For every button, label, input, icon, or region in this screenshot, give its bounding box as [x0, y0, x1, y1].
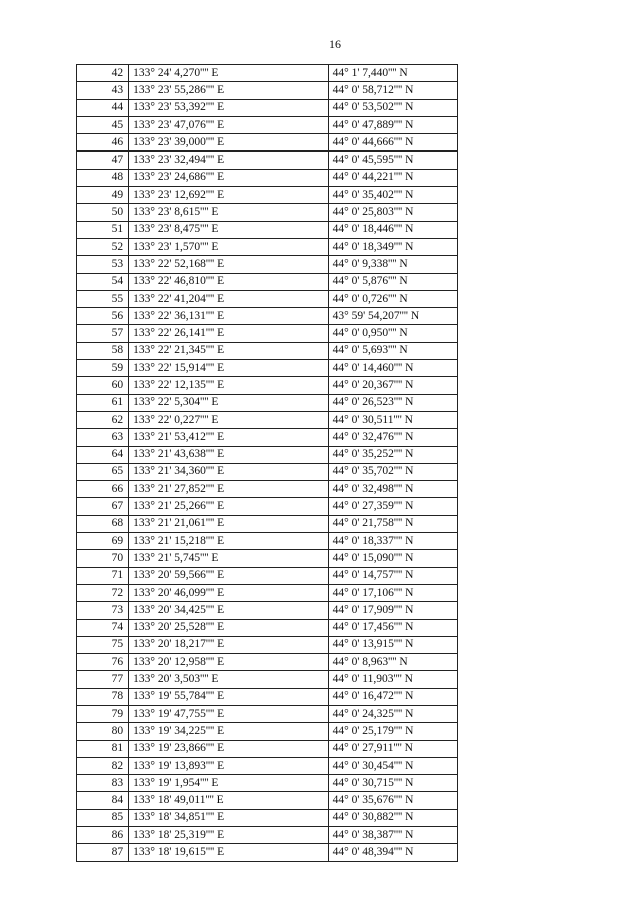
table-row — [77, 654, 458, 671]
table-row — [77, 705, 458, 722]
point-number-cell: 58 — [77, 342, 129, 359]
latitude-cell: 44° 0' 20,367'''' N — [328, 377, 457, 394]
table-row — [77, 169, 458, 186]
latitude-cell: 44° 0' 38,387'''' N — [328, 827, 457, 844]
latitude-cell: 44° 0' 53,502'''' N — [328, 99, 457, 116]
longitude-cell: 133° 20' 46,099'''' E — [129, 584, 329, 601]
point-number-cell: 47 — [77, 151, 129, 169]
table-row — [77, 429, 458, 446]
longitude-cell: 133° 22' 26,141'''' E — [129, 325, 329, 342]
latitude-cell: 44° 0' 0,950'''' N — [328, 325, 457, 342]
point-number-cell: 71 — [77, 567, 129, 584]
longitude-cell: 133° 18' 25,319'''' E — [129, 827, 329, 844]
latitude-cell: 44° 0' 9,338'''' N — [328, 256, 457, 273]
point-number-cell: 42 — [77, 65, 129, 82]
longitude-cell: 133° 19' 34,225'''' E — [129, 723, 329, 740]
latitude-cell: 44° 0' 30,511'''' N — [328, 411, 457, 428]
longitude-cell: 133° 23' 39,000'''' E — [129, 134, 329, 152]
table-row — [77, 463, 458, 480]
point-number-cell: 55 — [77, 290, 129, 307]
latitude-cell: 44° 0' 32,498'''' N — [328, 481, 457, 498]
latitude-cell: 44° 0' 17,456'''' N — [328, 619, 457, 636]
table-row — [77, 792, 458, 809]
point-number-cell: 62 — [77, 411, 129, 428]
latitude-cell: 44° 0' 0,726'''' N — [328, 290, 457, 307]
latitude-cell: 44° 0' 35,252'''' N — [328, 446, 457, 463]
point-number-cell: 61 — [77, 394, 129, 411]
longitude-cell: 133° 23' 12,692'''' E — [129, 187, 329, 204]
latitude-cell: 44° 0' 14,757'''' N — [328, 567, 457, 584]
latitude-cell: 44° 0' 44,221'''' N — [328, 169, 457, 186]
point-number-cell: 72 — [77, 584, 129, 601]
point-number-cell: 60 — [77, 377, 129, 394]
point-number-cell: 57 — [77, 325, 129, 342]
table-row — [77, 775, 458, 792]
point-number-cell: 87 — [77, 844, 129, 861]
longitude-cell: 133° 22' 12,135'''' E — [129, 377, 329, 394]
point-number-cell: 45 — [77, 116, 129, 133]
latitude-cell: 44° 0' 35,676'''' N — [328, 792, 457, 809]
longitude-cell: 133° 21' 25,266'''' E — [129, 498, 329, 515]
table-row — [77, 498, 458, 515]
table-row — [77, 134, 458, 152]
longitude-cell: 133° 23' 24,686'''' E — [129, 169, 329, 186]
longitude-cell: 133° 21' 5,745'''' E — [129, 550, 329, 567]
latitude-cell: 44° 0' 5,876'''' N — [328, 273, 457, 290]
longitude-cell: 133° 21' 34,360'''' E — [129, 463, 329, 480]
point-number-cell: 79 — [77, 705, 129, 722]
table-row — [77, 290, 458, 307]
point-number-cell: 65 — [77, 463, 129, 480]
longitude-cell: 133° 23' 1,570'''' E — [129, 238, 329, 255]
longitude-cell: 133° 23' 47,076'''' E — [129, 116, 329, 133]
point-number-cell: 76 — [77, 654, 129, 671]
point-number-cell: 70 — [77, 550, 129, 567]
longitude-cell: 133° 23' 8,615'''' E — [129, 204, 329, 221]
latitude-cell: 44° 0' 26,523'''' N — [328, 394, 457, 411]
table-row — [77, 273, 458, 290]
table-row — [77, 567, 458, 584]
point-number-cell: 43 — [77, 82, 129, 99]
table-row — [77, 757, 458, 774]
table-row — [77, 619, 458, 636]
latitude-cell: 44° 0' 18,446'''' N — [328, 221, 457, 238]
point-number-cell: 66 — [77, 481, 129, 498]
longitude-cell: 133° 21' 43,638'''' E — [129, 446, 329, 463]
table-row — [77, 342, 458, 359]
table-row — [77, 740, 458, 757]
point-number-cell: 59 — [77, 360, 129, 377]
point-number-cell: 44 — [77, 99, 129, 116]
point-number-cell: 81 — [77, 740, 129, 757]
table-row — [77, 360, 458, 377]
table-row — [77, 827, 458, 844]
latitude-cell: 43° 59' 54,207'''' N — [328, 308, 457, 325]
coordinates-table-body — [77, 65, 458, 862]
table-row — [77, 221, 458, 238]
latitude-cell: 44° 0' 35,402'''' N — [328, 187, 457, 204]
latitude-cell: 44° 0' 18,349'''' N — [328, 238, 457, 255]
longitude-cell: 133° 18' 49,011'''' E — [129, 792, 329, 809]
table-row — [77, 187, 458, 204]
longitude-cell: 133° 22' 41,204'''' E — [129, 290, 329, 307]
longitude-cell: 133° 20' 3,503'''' E — [129, 671, 329, 688]
point-number-cell: 75 — [77, 636, 129, 653]
longitude-cell: 133° 20' 18,217'''' E — [129, 636, 329, 653]
latitude-cell: 44° 0' 5,693'''' N — [328, 342, 457, 359]
latitude-cell: 44° 0' 48,394'''' N — [328, 844, 457, 861]
longitude-cell: 133° 20' 59,566'''' E — [129, 567, 329, 584]
point-number-cell: 74 — [77, 619, 129, 636]
latitude-cell: 44° 0' 30,882'''' N — [328, 809, 457, 826]
longitude-cell: 133° 22' 5,304'''' E — [129, 394, 329, 411]
page-number: 16 — [329, 37, 341, 51]
longitude-cell: 133° 20' 34,425'''' E — [129, 602, 329, 619]
table-row — [77, 256, 458, 273]
longitude-cell: 133° 22' 46,810'''' E — [129, 273, 329, 290]
point-number-cell: 83 — [77, 775, 129, 792]
longitude-cell: 133° 22' 15,914'''' E — [129, 360, 329, 377]
longitude-cell: 133° 24' 4,270'''' E — [129, 65, 329, 82]
longitude-cell: 133° 19' 47,755'''' E — [129, 705, 329, 722]
longitude-cell: 133° 22' 52,168'''' E — [129, 256, 329, 273]
latitude-cell: 44° 0' 27,911'''' N — [328, 740, 457, 757]
longitude-cell: 133° 20' 25,528'''' E — [129, 619, 329, 636]
table-row — [77, 602, 458, 619]
latitude-cell: 44° 1' 7,440'''' N — [328, 65, 457, 82]
table-row — [77, 377, 458, 394]
table-row — [77, 688, 458, 705]
table-row — [77, 99, 458, 116]
point-number-cell: 85 — [77, 809, 129, 826]
table-row — [77, 671, 458, 688]
point-number-cell: 67 — [77, 498, 129, 515]
longitude-cell: 133° 23' 32,494'''' E — [129, 151, 329, 169]
latitude-cell: 44° 0' 25,803'''' N — [328, 204, 457, 221]
table-row — [77, 533, 458, 550]
latitude-cell: 44° 0' 58,712'''' N — [328, 82, 457, 99]
latitude-cell: 44° 0' 8,963'''' N — [328, 654, 457, 671]
point-number-cell: 73 — [77, 602, 129, 619]
longitude-cell: 133° 22' 36,131'''' E — [129, 308, 329, 325]
point-number-cell: 77 — [77, 671, 129, 688]
point-number-cell: 50 — [77, 204, 129, 221]
point-number-cell: 84 — [77, 792, 129, 809]
table-row — [77, 204, 458, 221]
longitude-cell: 133° 20' 12,958'''' E — [129, 654, 329, 671]
longitude-cell: 133° 22' 21,345'''' E — [129, 342, 329, 359]
longitude-cell: 133° 21' 53,412'''' E — [129, 429, 329, 446]
longitude-cell: 133° 21' 15,218'''' E — [129, 533, 329, 550]
latitude-cell: 44° 0' 30,454'''' N — [328, 757, 457, 774]
point-number-cell: 80 — [77, 723, 129, 740]
table-row — [77, 550, 458, 567]
longitude-cell: 133° 19' 23,866'''' E — [129, 740, 329, 757]
longitude-cell: 133° 21' 27,852'''' E — [129, 481, 329, 498]
table-row — [77, 65, 458, 82]
point-number-cell: 63 — [77, 429, 129, 446]
table-row — [77, 723, 458, 740]
table-row — [77, 238, 458, 255]
table-row — [77, 116, 458, 133]
table-row — [77, 636, 458, 653]
longitude-cell: 133° 21' 21,061'''' E — [129, 515, 329, 532]
latitude-cell: 44° 0' 45,595'''' N — [328, 151, 457, 169]
table-row — [77, 584, 458, 601]
table-row — [77, 515, 458, 532]
latitude-cell: 44° 0' 13,915'''' N — [328, 636, 457, 653]
point-number-cell: 64 — [77, 446, 129, 463]
latitude-cell: 44° 0' 21,758'''' N — [328, 515, 457, 532]
table-row — [77, 151, 458, 169]
point-number-cell: 82 — [77, 757, 129, 774]
latitude-cell: 44° 0' 11,903'''' N — [328, 671, 457, 688]
longitude-cell: 133° 23' 53,392'''' E — [129, 99, 329, 116]
point-number-cell: 56 — [77, 308, 129, 325]
point-number-cell: 78 — [77, 688, 129, 705]
latitude-cell: 44° 0' 16,472'''' N — [328, 688, 457, 705]
point-number-cell: 51 — [77, 221, 129, 238]
latitude-cell: 44° 0' 27,359'''' N — [328, 498, 457, 515]
point-number-cell: 54 — [77, 273, 129, 290]
latitude-cell: 44° 0' 17,909'''' N — [328, 602, 457, 619]
latitude-cell: 44° 0' 35,702'''' N — [328, 463, 457, 480]
point-number-cell: 68 — [77, 515, 129, 532]
table-row — [77, 809, 458, 826]
point-number-cell: 53 — [77, 256, 129, 273]
longitude-cell: 133° 19' 55,784'''' E — [129, 688, 329, 705]
latitude-cell: 44° 0' 17,106'''' N — [328, 584, 457, 601]
longitude-cell: 133° 19' 13,893'''' E — [129, 757, 329, 774]
table-row — [77, 308, 458, 325]
latitude-cell: 44° 0' 44,666'''' N — [328, 134, 457, 152]
table-row — [77, 844, 458, 861]
latitude-cell: 44° 0' 15,090'''' N — [328, 550, 457, 567]
table-row — [77, 481, 458, 498]
latitude-cell: 44° 0' 24,325'''' N — [328, 705, 457, 722]
coordinates-table — [76, 64, 458, 862]
point-number-cell: 49 — [77, 187, 129, 204]
point-number-cell: 46 — [77, 134, 129, 152]
table-row — [77, 82, 458, 99]
latitude-cell: 44° 0' 14,460'''' N — [328, 360, 457, 377]
longitude-cell: 133° 18' 34,851'''' E — [129, 809, 329, 826]
table-row — [77, 446, 458, 463]
table-row — [77, 394, 458, 411]
point-number-cell: 52 — [77, 238, 129, 255]
table-row — [77, 411, 458, 428]
longitude-cell: 133° 18' 19,615'''' E — [129, 844, 329, 861]
longitude-cell: 133° 23' 8,475'''' E — [129, 221, 329, 238]
latitude-cell: 44° 0' 30,715'''' N — [328, 775, 457, 792]
latitude-cell: 44° 0' 18,337'''' N — [328, 533, 457, 550]
longitude-cell: 133° 19' 1,954'''' E — [129, 775, 329, 792]
point-number-cell: 86 — [77, 827, 129, 844]
latitude-cell: 44° 0' 32,476'''' N — [328, 429, 457, 446]
latitude-cell: 44° 0' 47,889'''' N — [328, 116, 457, 133]
point-number-cell: 69 — [77, 533, 129, 550]
latitude-cell: 44° 0' 25,179'''' N — [328, 723, 457, 740]
longitude-cell: 133° 22' 0,227'''' E — [129, 411, 329, 428]
longitude-cell: 133° 23' 55,286'''' E — [129, 82, 329, 99]
point-number-cell: 48 — [77, 169, 129, 186]
table-row — [77, 325, 458, 342]
